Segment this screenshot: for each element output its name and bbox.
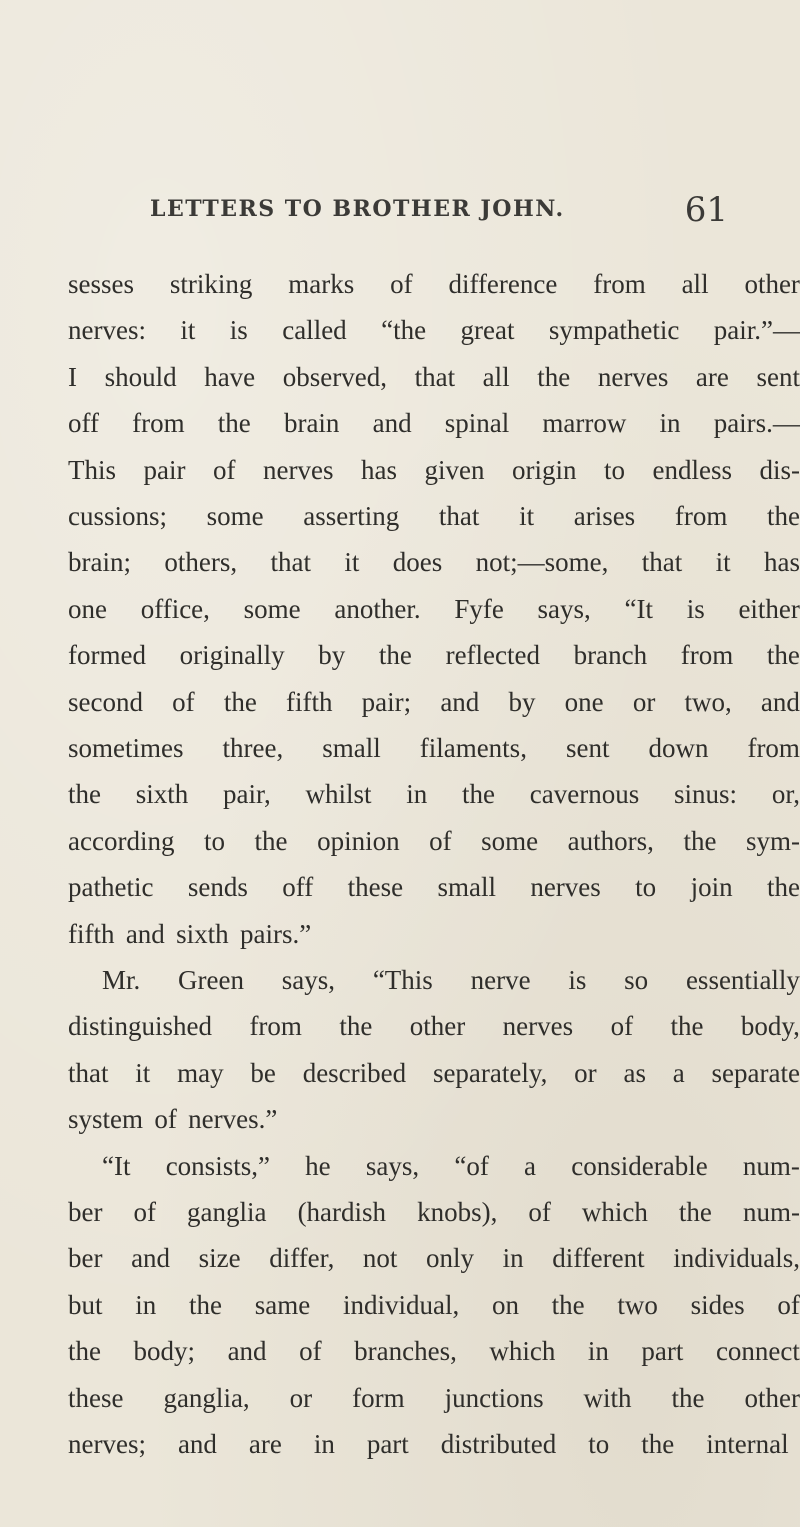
text-line: This pair of nerves has given origin to endless dis- <box>68 454 800 485</box>
text-line: “It consists,” he says, “of a considerable num- <box>102 1150 800 1181</box>
text-line: second of the fifth pair; and by one or two, and <box>68 686 800 717</box>
text-line: formed originally by the reflected branch from the <box>68 640 800 671</box>
text-line: sometimes three, small filaments, sent down from <box>68 733 800 763</box>
text-line: ber and size differ, not only in different individuals, <box>68 1243 800 1274</box>
text-line: distinguished from the other nerves of the body, <box>68 1011 800 1042</box>
page-number: 61 <box>684 190 728 230</box>
running-head: LETTERS TO BROTHER JOHN. <box>150 196 565 222</box>
text-line: fifth and sixth pairs.” <box>68 918 312 949</box>
text-line: sesses striking marks of difference from all other <box>68 269 800 299</box>
text-line: brain; others, that it does not;—some, that it has <box>68 547 800 578</box>
text-line: off from the brain and spinal marrow in pairs.— <box>68 408 800 439</box>
text-line: I should have observed, that all the nerves are sent <box>68 361 800 392</box>
text-line: pathetic sends off these small nerves to join the <box>68 872 800 903</box>
text-line: the sixth pair, whilst in the cavernous sinus: or, <box>68 779 800 810</box>
page-header <box>150 190 728 232</box>
text-line: nerves: it is called “the great sympathetic pair.”— <box>68 315 800 346</box>
text-line: ber of ganglia (hardish knobs), of which the num- <box>68 1197 800 1227</box>
text-line: but in the same individual, on the two sides of <box>68 1289 800 1320</box>
text-line: Mr. Green says, “This nerve is so essentially <box>102 965 800 995</box>
text-line: according to the opinion of some authors, the sym- <box>68 825 800 856</box>
text-line: the body; and of branches, which in part connect <box>68 1336 800 1367</box>
text-line: cussions; some asserting that it arises from the <box>68 501 800 531</box>
text-line: these ganglia, or form junctions with the other <box>68 1382 800 1413</box>
text-line: system of nerves.” <box>68 1104 278 1135</box>
text-line: nerves; and are in part distributed to the internal <box>68 1429 789 1459</box>
text-line: that it may be described separately, or as a separate <box>68 1057 800 1088</box>
text-line: one office, some another. Fyfe says, “It is either <box>68 593 800 624</box>
